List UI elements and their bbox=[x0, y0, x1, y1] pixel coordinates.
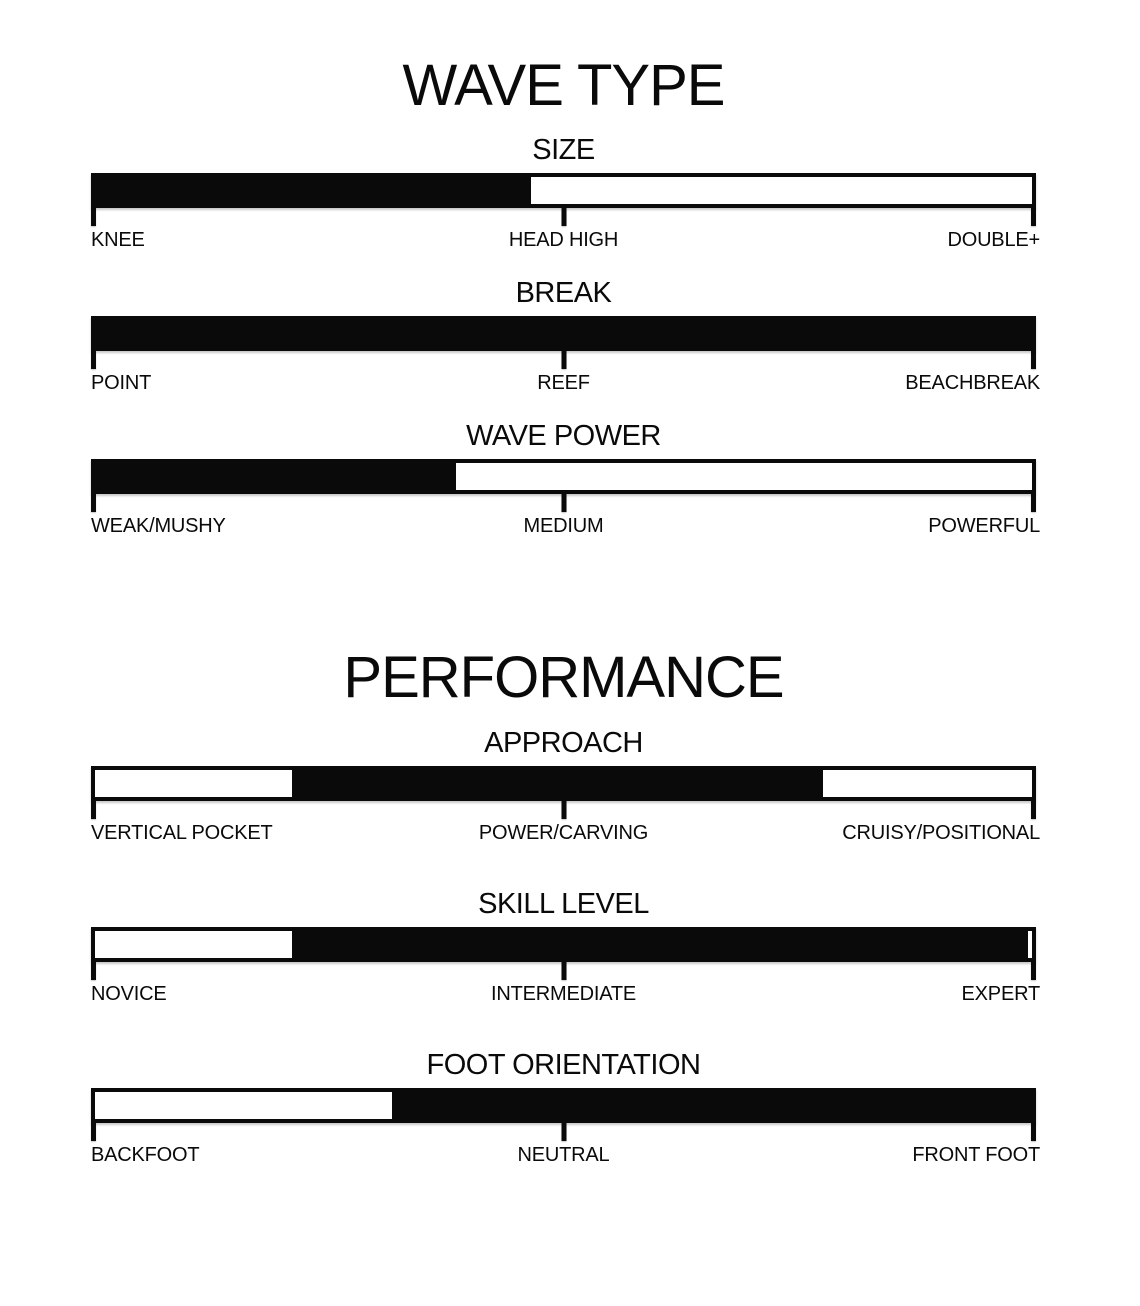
tick-mark-right bbox=[1031, 962, 1036, 980]
tick-label-left: VERTICAL POCKET bbox=[91, 821, 273, 844]
tick-mark-left bbox=[91, 351, 96, 369]
gauge-tick-row bbox=[91, 208, 1036, 226]
gauge-tick-row bbox=[91, 962, 1036, 980]
gauge bbox=[91, 726, 1040, 845]
tick-label-center: MEDIUM bbox=[523, 514, 604, 537]
chart-section bbox=[91, 644, 1040, 1167]
tick-mark-center bbox=[561, 208, 566, 226]
gauge-bar bbox=[91, 766, 1036, 801]
gauge bbox=[91, 1048, 1040, 1167]
gauge bbox=[91, 276, 1040, 395]
tick-label-center: HEAD HIGH bbox=[508, 228, 619, 251]
tick-mark-right bbox=[1031, 208, 1036, 226]
tick-mark-right bbox=[1031, 351, 1036, 369]
tick-label-left: WEAK/MUSHY bbox=[91, 514, 226, 537]
tick-label-center: INTERMEDIATE bbox=[490, 982, 637, 1005]
tick-label-center: POWER/CARVING bbox=[478, 821, 649, 844]
gauge-fill bbox=[95, 320, 1032, 347]
gauge-label-row bbox=[91, 514, 1040, 538]
tick-mark-center bbox=[561, 801, 566, 819]
gauge-title: FOOT ORIENTATION bbox=[426, 1048, 701, 1081]
tick-mark-right bbox=[1031, 1123, 1036, 1141]
gauge-title: APPROACH bbox=[484, 726, 643, 759]
gauge-title: BREAK bbox=[515, 276, 612, 309]
gauge bbox=[91, 419, 1040, 538]
section-title: WAVE TYPE bbox=[402, 53, 725, 118]
gauge-bar bbox=[91, 927, 1036, 962]
tick-label-left: BACKFOOT bbox=[91, 1143, 200, 1166]
tick-mark-left bbox=[91, 962, 96, 980]
gauge-fill bbox=[95, 463, 456, 490]
gauge-bar bbox=[91, 316, 1036, 351]
tick-label-left: POINT bbox=[91, 371, 152, 394]
gauge-label-row bbox=[91, 982, 1040, 1006]
gauge-tick-row bbox=[91, 351, 1036, 369]
gauge-label-row bbox=[91, 228, 1040, 252]
gauge-title: SKILL LEVEL bbox=[478, 887, 649, 920]
tick-label-left: NOVICE bbox=[91, 982, 167, 1005]
gauge-title: WAVE POWER bbox=[466, 419, 661, 452]
tick-mark-center bbox=[561, 1123, 566, 1141]
wave-performance-chart bbox=[0, 53, 1140, 1167]
tick-label-right: CRUISY/POSITIONAL bbox=[842, 821, 1040, 844]
tick-label-right: BEACHBREAK bbox=[905, 371, 1040, 394]
gauge-label-row bbox=[91, 371, 1040, 395]
tick-label-right: FRONT FOOT bbox=[912, 1143, 1040, 1166]
gauge-fill bbox=[95, 177, 531, 204]
tick-mark-left bbox=[91, 801, 96, 819]
gauge bbox=[91, 887, 1040, 1006]
gauge-label-row bbox=[91, 821, 1040, 845]
gauge-bar bbox=[91, 459, 1036, 494]
gauge-bar bbox=[91, 173, 1036, 208]
tick-mark-right bbox=[1031, 494, 1036, 512]
gauge-group bbox=[91, 726, 1040, 1167]
tick-mark-center bbox=[561, 494, 566, 512]
gauge-group bbox=[91, 133, 1040, 538]
tick-mark-center bbox=[561, 962, 566, 980]
gauge-tick-row bbox=[91, 494, 1036, 512]
gauge-tick-row bbox=[91, 801, 1036, 819]
gauge-label-row bbox=[91, 1143, 1040, 1167]
tick-mark-left bbox=[91, 1123, 96, 1141]
tick-label-left: KNEE bbox=[91, 228, 145, 251]
tick-label-center: REEF bbox=[537, 371, 590, 394]
tick-mark-center bbox=[561, 351, 566, 369]
tick-label-right: DOUBLE+ bbox=[947, 228, 1040, 251]
gauge-fill bbox=[292, 770, 823, 797]
gauge-title: SIZE bbox=[532, 133, 595, 166]
tick-label-center: NEUTRAL bbox=[517, 1143, 610, 1166]
gauge bbox=[91, 133, 1040, 252]
chart-section bbox=[91, 53, 1040, 538]
gauge-bar bbox=[91, 1088, 1036, 1123]
tick-label-right: POWERFUL bbox=[928, 514, 1040, 537]
tick-mark-right bbox=[1031, 801, 1036, 819]
tick-mark-left bbox=[91, 208, 96, 226]
gauge-fill bbox=[392, 1092, 1032, 1119]
gauge-tick-row bbox=[91, 1123, 1036, 1141]
gauge-fill bbox=[292, 931, 1028, 958]
section-title: PERFORMANCE bbox=[343, 644, 784, 710]
tick-mark-left bbox=[91, 494, 96, 512]
tick-label-right: EXPERT bbox=[961, 982, 1040, 1005]
